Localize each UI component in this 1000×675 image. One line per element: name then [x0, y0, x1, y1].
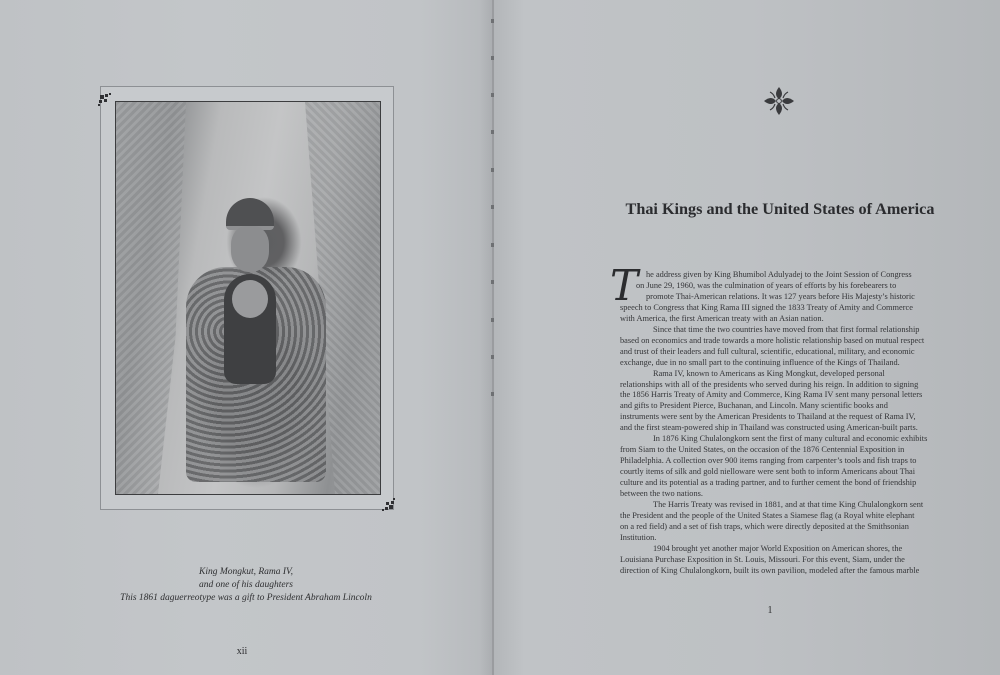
text-line: the President and the people of the United States a Siamese flag (a Royal white elephant: [620, 510, 915, 520]
text-line: and gifts to President Pierce, Buchanan, and Lincoln. Many scientific books and: [620, 401, 888, 411]
king-face: [231, 226, 269, 272]
four-petal-flower-ornament-icon: [762, 86, 796, 116]
corner-ornament-icon: [380, 496, 396, 512]
text-line: Institution.: [620, 532, 657, 542]
photo-caption-line-2: and one of his daughters: [199, 580, 293, 590]
chapter-body-text: [620, 270, 938, 577]
text-line: 1904 brought yet another major World Exposition on American shores, the: [653, 543, 903, 553]
text-line: exchange, due in no small part to the continuing influence of the Kings of Thailand.: [620, 357, 900, 367]
text-line: Rama IV, known to Americans as King Mongkut, developed personal: [653, 368, 885, 378]
binding-stitch: [491, 355, 494, 359]
text-line: direction of King Chulalongkorn, built its own pavilion, modeled after the famous marble: [620, 565, 920, 575]
text-line: he address given by King Bhumibol Adulyadej to the Joint Session of Congress: [646, 270, 912, 279]
photo-frame: [100, 86, 394, 510]
curtain-left: [116, 102, 186, 494]
page-number-left: xii: [236, 646, 248, 657]
text-line: relationships with all of the presidents who served during his reign. In addition to signing: [620, 379, 919, 389]
binding-stitch: [491, 168, 494, 172]
daguerreotype-photo: [115, 101, 381, 495]
text-line: In 1876 King Chulalongkorn sent the first of many cultural and economic exhibits: [653, 434, 928, 444]
text-line: culture and its potential as a trading partner, and to further cement the bond of friendship: [620, 478, 917, 488]
page-number-right: 1: [767, 605, 773, 616]
binding-stitch: [491, 392, 494, 396]
photo-caption-line-1: King Mongkut, Rama IV,: [198, 567, 294, 577]
text-line: courtly items of silk and gold nielloware were sent both to inform Americans about Thai: [620, 467, 916, 477]
chapter-title: Thai Kings and the United States of America: [625, 200, 935, 218]
text-line: instruments were sent by the American Presidents to Thailand at the request of Rama IV,: [620, 412, 916, 422]
photo-caption-line-3: This 1861 daguerreotype was a gift to President Abraham Lincoln: [120, 593, 372, 603]
binding-stitch: [491, 19, 494, 23]
text-line: with America, the first American treaty with an Asian nation.: [620, 313, 824, 323]
text-line: speech to Congress that King Rama III signed the 1833 Treaty of Amity and Commerce: [620, 302, 913, 312]
text-line: promote Thai-American relations. It was 127 years before His Majesty’s historic: [646, 291, 915, 301]
binding-stitch: [491, 243, 494, 247]
drop-cap: T: [610, 261, 639, 310]
binding-stitch: [491, 318, 494, 322]
text-line: between the two nations.: [620, 489, 703, 499]
binding-stitch: [491, 130, 494, 134]
corner-ornament-icon: [97, 92, 113, 108]
binding-stitch: [491, 205, 494, 209]
text-line: the 1856 Harris Treaty of Amity and Commerce, King Rama IV sent many personal letters: [620, 390, 923, 400]
binding-stitch: [491, 56, 494, 60]
text-line: based on economics and trade towards a more holistic relationship based on mutual respect: [620, 335, 925, 345]
text-line: Since that time the two countries have moved from that first formal relationship: [653, 324, 920, 334]
text-line: on June 29, 1960, was the culmination of years of efforts by his forebearers to: [636, 280, 897, 290]
daughter-face: [232, 280, 268, 318]
binding-stitch: [491, 93, 494, 97]
text-line: from Siam to the United States, on the occasion of the 1876 Centennial Exposition in: [620, 445, 905, 455]
text-line: Philadelphia. A collection over 900 items ranging from carpenter’s tools and fish traps to: [620, 456, 917, 466]
text-line: Louisiana Purchase Exposition in St. Louis, Missouri. For this event, Siam, under the: [620, 554, 905, 564]
text-line: and trust of their leaders and full cultural, scientific, educational, military, and economic: [620, 346, 915, 356]
text-line: on a red field) and a set of fish traps, which were directly deposited at the Smithsonian: [620, 521, 909, 531]
binding-stitch: [491, 280, 494, 284]
text-line: The Harris Treaty was revised in 1881, and at that time King Chulalongkorn sent: [653, 500, 924, 510]
book-gutter: [492, 0, 494, 675]
text-line: and the first steam-powered ship in Thailand was constructed using American-built parts.: [620, 423, 918, 433]
